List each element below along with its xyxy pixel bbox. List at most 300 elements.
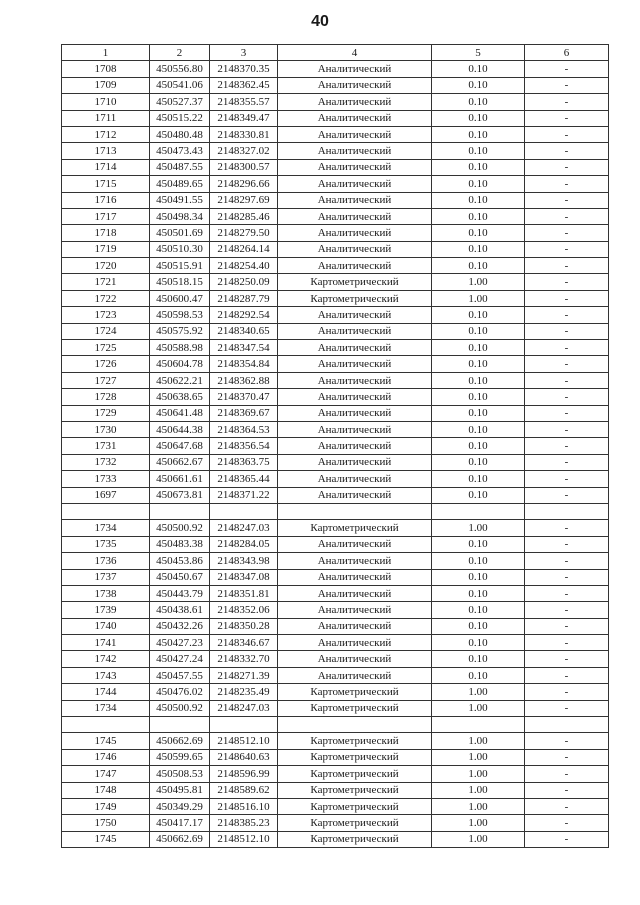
table-cell: 450483.38 <box>150 536 210 552</box>
table-cell: Аналитический <box>278 77 432 93</box>
table-cell: 2148356.54 <box>210 438 278 454</box>
table-row <box>62 618 609 634</box>
table-cell: 1742 <box>62 651 150 667</box>
table-cell: 2148370.47 <box>210 389 278 405</box>
table-cell: 1743 <box>62 667 150 683</box>
table-cell: 0.10 <box>432 487 525 503</box>
table-cell: 2148355.57 <box>210 94 278 110</box>
table-cell: 1735 <box>62 536 150 552</box>
table-cell: 1.00 <box>432 782 525 798</box>
table-cell: 450473.43 <box>150 143 210 159</box>
table-cell: 0.10 <box>432 405 525 421</box>
table-cell: 1.00 <box>432 520 525 536</box>
table-cell: 1.00 <box>432 700 525 716</box>
table-cell: 0.10 <box>432 340 525 356</box>
table-cell <box>525 717 609 733</box>
table-cell: 450427.23 <box>150 635 210 651</box>
table-cell: 2148371.22 <box>210 487 278 503</box>
table-row <box>62 782 609 798</box>
table-cell: Аналитический <box>278 651 432 667</box>
table-cell: Аналитический <box>278 208 432 224</box>
table-cell: 0.10 <box>432 126 525 142</box>
table-cell: 2148332.70 <box>210 651 278 667</box>
table-row <box>62 274 609 290</box>
table-cell: 2148279.50 <box>210 225 278 241</box>
table-cell: Аналитический <box>278 372 432 388</box>
table-cell: Аналитический <box>278 176 432 192</box>
table-row <box>62 700 609 716</box>
table-cell: 0.10 <box>432 192 525 208</box>
table-cell: 2148596.99 <box>210 766 278 782</box>
table-cell: - <box>525 831 609 847</box>
table-cell: 0.10 <box>432 61 525 77</box>
table-cell: Аналитический <box>278 192 432 208</box>
table-cell: 1736 <box>62 553 150 569</box>
table-cell: 1716 <box>62 192 150 208</box>
table-cell: - <box>525 602 609 618</box>
table-cell: 450457.55 <box>150 667 210 683</box>
table-cell: 1734 <box>62 700 150 716</box>
table-cell: 1708 <box>62 61 150 77</box>
table-cell: 450575.92 <box>150 323 210 339</box>
table-cell: - <box>525 798 609 814</box>
table-cell: - <box>525 667 609 683</box>
table-cell: 0.10 <box>432 471 525 487</box>
column-header: 5 <box>432 45 525 61</box>
table-cell: - <box>525 110 609 126</box>
table-cell: 1745 <box>62 831 150 847</box>
table-cell: Картометрический <box>278 831 432 847</box>
table-cell: 450443.79 <box>150 585 210 601</box>
table-cell: 2148285.46 <box>210 208 278 224</box>
table-cell: Аналитический <box>278 569 432 585</box>
table-cell: Аналитический <box>278 110 432 126</box>
table-cell: 2148287.79 <box>210 290 278 306</box>
table-cell: - <box>525 192 609 208</box>
table-cell: 450515.22 <box>150 110 210 126</box>
table-cell: - <box>525 176 609 192</box>
table-cell: - <box>525 225 609 241</box>
table-cell: - <box>525 290 609 306</box>
table-cell: 450662.69 <box>150 831 210 847</box>
table-cell <box>62 717 150 733</box>
table-cell: 450541.06 <box>150 77 210 93</box>
table-cell: 1.00 <box>432 290 525 306</box>
table-cell: 450510.30 <box>150 241 210 257</box>
table-cell: 450518.15 <box>150 274 210 290</box>
table-cell: Картометрический <box>278 782 432 798</box>
table-cell: 450417.17 <box>150 815 210 831</box>
table-cell: - <box>525 815 609 831</box>
table-row <box>62 192 609 208</box>
table-cell: Картометрический <box>278 749 432 765</box>
table-cell: 0.10 <box>432 241 525 257</box>
table-row <box>62 651 609 667</box>
table-cell <box>210 503 278 519</box>
table-cell: 2148362.88 <box>210 372 278 388</box>
table-cell: 450501.69 <box>150 225 210 241</box>
table-cell: Аналитический <box>278 340 432 356</box>
table-cell: Аналитический <box>278 258 432 274</box>
table-cell: 1750 <box>62 815 150 831</box>
table-cell: 1.00 <box>432 274 525 290</box>
table-cell: 1731 <box>62 438 150 454</box>
table-cell: Аналитический <box>278 487 432 503</box>
table-row <box>62 635 609 651</box>
table-row <box>62 208 609 224</box>
table-cell: 0.10 <box>432 585 525 601</box>
table-cell: 1709 <box>62 77 150 93</box>
table-cell: Картометрический <box>278 815 432 831</box>
table-cell: - <box>525 782 609 798</box>
table-cell: Картометрический <box>278 766 432 782</box>
table-cell: 1724 <box>62 323 150 339</box>
table-cell: - <box>525 340 609 356</box>
table-cell: Аналитический <box>278 389 432 405</box>
table-cell: 450450.67 <box>150 569 210 585</box>
table-cell: Аналитический <box>278 356 432 372</box>
coordinates-table <box>61 44 609 848</box>
table-cell: Картометрический <box>278 520 432 536</box>
table-cell: - <box>525 143 609 159</box>
table-cell: Картометрический <box>278 798 432 814</box>
table-cell: 2148364.53 <box>210 421 278 437</box>
table-cell: - <box>525 159 609 175</box>
table-cell: 0.10 <box>432 569 525 585</box>
table-cell: Аналитический <box>278 454 432 470</box>
table-cell: 450489.65 <box>150 176 210 192</box>
table-cell: 1733 <box>62 471 150 487</box>
table-cell: 1697 <box>62 487 150 503</box>
table-cell: 2148264.14 <box>210 241 278 257</box>
table-row <box>62 553 609 569</box>
table-row <box>62 749 609 765</box>
table-cell: 450515.91 <box>150 258 210 274</box>
table-cell: 1730 <box>62 421 150 437</box>
table-row <box>62 520 609 536</box>
column-header: 6 <box>525 45 609 61</box>
table-cell: 0.10 <box>432 159 525 175</box>
table-cell: - <box>525 766 609 782</box>
table-cell: - <box>525 77 609 93</box>
table-cell: - <box>525 536 609 552</box>
table-cell: 2148589.62 <box>210 782 278 798</box>
table-row <box>62 602 609 618</box>
table-row <box>62 356 609 372</box>
table-cell: 0.10 <box>432 307 525 323</box>
table-cell: - <box>525 372 609 388</box>
table-row <box>62 323 609 339</box>
table-row <box>62 733 609 749</box>
table-cell: 450500.92 <box>150 520 210 536</box>
table-cell: Аналитический <box>278 667 432 683</box>
table-cell: Аналитический <box>278 159 432 175</box>
table-cell: 450600.47 <box>150 290 210 306</box>
table-row <box>62 405 609 421</box>
table-cell: Аналитический <box>278 225 432 241</box>
table-cell: 0.10 <box>432 323 525 339</box>
table-cell: - <box>525 241 609 257</box>
table-cell: 1726 <box>62 356 150 372</box>
table-cell: - <box>525 749 609 765</box>
table-row <box>62 438 609 454</box>
table-cell: 2148370.35 <box>210 61 278 77</box>
table-cell: - <box>525 307 609 323</box>
table-cell: 450487.55 <box>150 159 210 175</box>
table-row <box>62 667 609 683</box>
table-cell: 0.10 <box>432 553 525 569</box>
table-cell: 1747 <box>62 766 150 782</box>
table-cell: - <box>525 274 609 290</box>
column-header: 2 <box>150 45 210 61</box>
table-cell: - <box>525 618 609 634</box>
table-row <box>62 126 609 142</box>
table-cell <box>62 503 150 519</box>
column-header: 3 <box>210 45 278 61</box>
table-cell: 2148300.57 <box>210 159 278 175</box>
table-cell: 450638.65 <box>150 389 210 405</box>
table-cell: 1.00 <box>432 815 525 831</box>
table-cell: 0.10 <box>432 110 525 126</box>
table-cell: 1711 <box>62 110 150 126</box>
table-cell: - <box>525 61 609 77</box>
table-row <box>62 831 609 847</box>
table-cell: Аналитический <box>278 553 432 569</box>
table-cell: - <box>525 454 609 470</box>
table-cell: 2148297.69 <box>210 192 278 208</box>
table-cell: 1738 <box>62 585 150 601</box>
table-cell: 1714 <box>62 159 150 175</box>
table-cell: Картометрический <box>278 684 432 700</box>
table-cell: 1.00 <box>432 749 525 765</box>
table-row <box>62 94 609 110</box>
table-cell: 450661.61 <box>150 471 210 487</box>
table-cell: 2148351.81 <box>210 585 278 601</box>
table-cell: 1741 <box>62 635 150 651</box>
table-cell: 1719 <box>62 241 150 257</box>
table-cell: - <box>525 684 609 700</box>
table-cell: 450427.24 <box>150 651 210 667</box>
table-cell: 1.00 <box>432 733 525 749</box>
table-header <box>62 45 609 61</box>
table-cell: 2148327.02 <box>210 143 278 159</box>
table-cell: 1.00 <box>432 798 525 814</box>
table-row <box>62 487 609 503</box>
table-cell: - <box>525 471 609 487</box>
table-cell: 450556.80 <box>150 61 210 77</box>
table-cell: 450673.81 <box>150 487 210 503</box>
column-header: 4 <box>278 45 432 61</box>
table-row <box>62 340 609 356</box>
table-cell: 1710 <box>62 94 150 110</box>
table-cell: Аналитический <box>278 635 432 651</box>
table-cell: 1722 <box>62 290 150 306</box>
table-cell: - <box>525 438 609 454</box>
table-cell: 2148347.54 <box>210 340 278 356</box>
table-cell: - <box>525 208 609 224</box>
table-row <box>62 421 609 437</box>
table-cell: - <box>525 389 609 405</box>
table-cell <box>432 503 525 519</box>
table-cell: 2148362.45 <box>210 77 278 93</box>
table-cell: 1.00 <box>432 766 525 782</box>
table-cell: 2148385.23 <box>210 815 278 831</box>
table-cell: 2148296.66 <box>210 176 278 192</box>
table-cell: 2148354.84 <box>210 356 278 372</box>
table-cell <box>210 717 278 733</box>
table-cell: 450662.67 <box>150 454 210 470</box>
table-row <box>62 372 609 388</box>
table-cell: Аналитический <box>278 241 432 257</box>
table-cell: 450662.69 <box>150 733 210 749</box>
table-row <box>62 536 609 552</box>
table-cell: 450527.37 <box>150 94 210 110</box>
table-row <box>62 307 609 323</box>
table-row <box>62 798 609 814</box>
table-cell: 1727 <box>62 372 150 388</box>
table-cell: 1734 <box>62 520 150 536</box>
table-cell: 1720 <box>62 258 150 274</box>
table-cell <box>525 503 609 519</box>
table-row <box>62 717 609 733</box>
table-cell: 2148271.39 <box>210 667 278 683</box>
table-cell: 2148247.03 <box>210 700 278 716</box>
table-cell: 0.10 <box>432 208 525 224</box>
table-cell: 2148516.10 <box>210 798 278 814</box>
table-cell: 2148349.47 <box>210 110 278 126</box>
table-cell: Аналитический <box>278 471 432 487</box>
table-cell: - <box>525 405 609 421</box>
table-row <box>62 290 609 306</box>
table-cell: 450588.98 <box>150 340 210 356</box>
table-cell: 2148235.49 <box>210 684 278 700</box>
table-cell: 0.10 <box>432 454 525 470</box>
table-row <box>62 110 609 126</box>
table-cell: 2148369.67 <box>210 405 278 421</box>
table-cell: 0.10 <box>432 618 525 634</box>
table-cell: - <box>525 569 609 585</box>
table-cell: Картометрический <box>278 290 432 306</box>
table-cell: 0.10 <box>432 356 525 372</box>
table-cell: Картометрический <box>278 700 432 716</box>
table-cell: 1744 <box>62 684 150 700</box>
table-cell: 450622.21 <box>150 372 210 388</box>
table-row <box>62 77 609 93</box>
table-cell: 1.00 <box>432 831 525 847</box>
table-cell: 0.10 <box>432 438 525 454</box>
table-row <box>62 471 609 487</box>
table-cell: 2148254.40 <box>210 258 278 274</box>
table-cell: 2148247.03 <box>210 520 278 536</box>
table-row <box>62 159 609 175</box>
table-cell: 2148352.06 <box>210 602 278 618</box>
table-row <box>62 585 609 601</box>
table-cell: - <box>525 94 609 110</box>
table-cell: Аналитический <box>278 585 432 601</box>
table-cell: 450599.65 <box>150 749 210 765</box>
table-row <box>62 143 609 159</box>
table-cell: Аналитический <box>278 94 432 110</box>
table-row <box>62 815 609 831</box>
table-cell: 2148292.54 <box>210 307 278 323</box>
table-cell: 2148346.67 <box>210 635 278 651</box>
table-cell: 1748 <box>62 782 150 798</box>
table-cell: 2148640.63 <box>210 749 278 765</box>
table-cell: 2148350.28 <box>210 618 278 634</box>
table-cell: Аналитический <box>278 405 432 421</box>
table-cell: 0.10 <box>432 651 525 667</box>
table-cell: 0.10 <box>432 421 525 437</box>
table-row <box>62 503 609 519</box>
table-cell: 1729 <box>62 405 150 421</box>
table-cell: 2148512.10 <box>210 831 278 847</box>
table-cell: 1740 <box>62 618 150 634</box>
table-cell: 1723 <box>62 307 150 323</box>
table-cell: 0.10 <box>432 372 525 388</box>
table-cell: 0.10 <box>432 536 525 552</box>
table-cell: 2148363.75 <box>210 454 278 470</box>
table-cell: 0.10 <box>432 77 525 93</box>
table-cell: - <box>525 733 609 749</box>
table-cell: 0.10 <box>432 94 525 110</box>
table-cell: 450453.86 <box>150 553 210 569</box>
table-cell: 450495.81 <box>150 782 210 798</box>
table-row <box>62 389 609 405</box>
table-cell: 0.10 <box>432 225 525 241</box>
table-cell: 0.10 <box>432 176 525 192</box>
table-cell: 450500.92 <box>150 700 210 716</box>
table-cell: 1732 <box>62 454 150 470</box>
table-row <box>62 684 609 700</box>
table-cell: Аналитический <box>278 536 432 552</box>
table-cell: 2148347.08 <box>210 569 278 585</box>
table-cell: 1718 <box>62 225 150 241</box>
table-cell: 0.10 <box>432 667 525 683</box>
table-row <box>62 241 609 257</box>
table-cell: Аналитический <box>278 143 432 159</box>
table-row <box>62 258 609 274</box>
table-cell: 450349.29 <box>150 798 210 814</box>
table-cell: 0.10 <box>432 635 525 651</box>
table-cell: 2148250.09 <box>210 274 278 290</box>
table-row <box>62 454 609 470</box>
table-cell: - <box>525 651 609 667</box>
table-body <box>62 61 609 848</box>
table-cell: 1715 <box>62 176 150 192</box>
table-cell: 1746 <box>62 749 150 765</box>
table-cell: 1713 <box>62 143 150 159</box>
table-cell: - <box>525 126 609 142</box>
table-cell: Аналитический <box>278 438 432 454</box>
table-cell: 450598.53 <box>150 307 210 323</box>
table-cell: - <box>525 323 609 339</box>
table-cell: 1.00 <box>432 684 525 700</box>
table-cell: 1749 <box>62 798 150 814</box>
table-cell: 2148365.44 <box>210 471 278 487</box>
column-header: 1 <box>62 45 150 61</box>
table-row <box>62 225 609 241</box>
table-cell <box>150 717 210 733</box>
table-row <box>62 569 609 585</box>
table-cell: - <box>525 258 609 274</box>
table-cell: Аналитический <box>278 323 432 339</box>
table-cell <box>432 717 525 733</box>
table-cell: 450641.48 <box>150 405 210 421</box>
table-cell: - <box>525 356 609 372</box>
table-cell: 1712 <box>62 126 150 142</box>
table-cell <box>278 717 432 733</box>
table-cell: - <box>525 421 609 437</box>
